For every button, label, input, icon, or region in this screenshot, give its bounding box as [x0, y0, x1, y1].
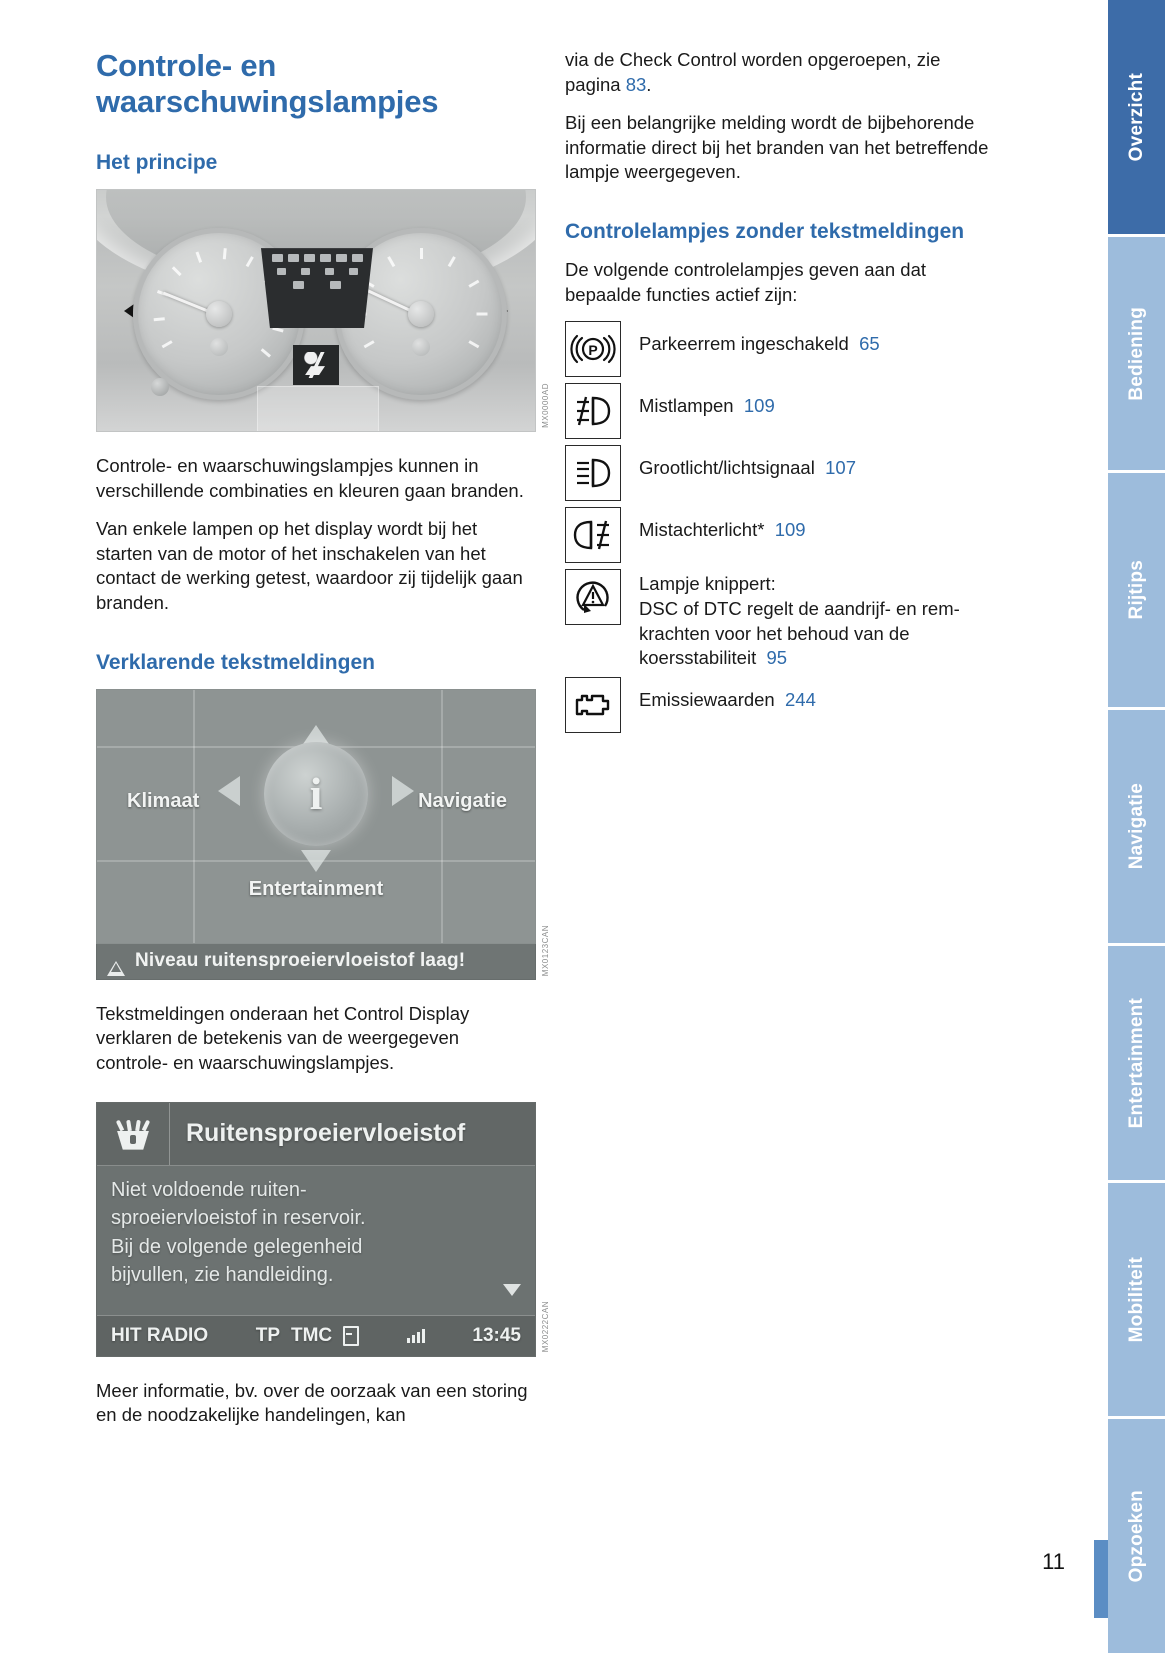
page-number: 11	[1042, 1549, 1065, 1574]
page-reference[interactable]: 109	[774, 519, 806, 541]
figure-code: MX0222CAN	[541, 1301, 550, 1353]
tab-label: Entertainment	[1125, 997, 1147, 1129]
fog-lamp-glyph	[571, 392, 615, 430]
seatbelt-icon	[303, 352, 329, 378]
lamp-extra-line-with-ref	[639, 646, 960, 671]
menu-item-navigatie[interactable]: Navigatie	[418, 789, 507, 812]
instrument-cluster-photo	[96, 189, 536, 432]
section-heading-principle: Het principe	[96, 150, 218, 174]
check-control-body	[97, 1166, 535, 1315]
cassette-icon	[343, 1326, 359, 1346]
left-column	[96, 48, 550, 1428]
menu-item-klimaat[interactable]: Klimaat	[127, 789, 200, 812]
idrive-warning-bar	[96, 944, 536, 980]
rear-fog-lamp-glyph	[571, 516, 615, 554]
paragraph-text-messages: Tekstmeldingen onderaan het Control Display verklaren de betekenis van de weergegeven controle- en waarschuwingslampjes.	[96, 1002, 470, 1074]
figure-code: MX0123CAN	[541, 924, 550, 976]
page-reference[interactable]: 65	[859, 333, 880, 355]
lamp-label: Mistlampen	[639, 395, 734, 417]
table-cell-label	[639, 445, 856, 481]
check-control-header	[97, 1103, 535, 1166]
engine-emissions-glyph	[570, 687, 616, 723]
chevron-down-icon[interactable]	[503, 1284, 521, 1305]
paragraph-continued-before: via de Check Control worden opgeroepen, zie pagina	[565, 49, 941, 95]
page-reference[interactable]: 95	[766, 647, 788, 669]
tab-entertainment[interactable]	[1108, 946, 1165, 1183]
paragraph-principle-1: Controle- en waarschuwingslampjes kunnen in verschillende combinaties en kleuren gaan branden.	[96, 455, 524, 501]
lamp-label: Mistachterlicht*	[639, 519, 765, 541]
rear-fog-lamp-icon	[565, 507, 621, 563]
paragraph-important-message: Bij een belangrijke melding wordt de bijbehorende informatie direct bij het branden van het betreffende lampje weergegeven.	[565, 112, 989, 183]
table-row	[565, 321, 995, 377]
lamp-extra-line: DSC of DTC regelt de aandrijf- en rem-	[639, 597, 960, 619]
indicator-lamp	[277, 268, 286, 275]
right-column	[565, 48, 995, 739]
table-cell-label	[639, 677, 816, 713]
tab-label: Rijtips	[1125, 560, 1147, 620]
indicator-lamp	[272, 254, 283, 262]
tab-label: Opzoeken	[1125, 1490, 1147, 1583]
indicator-lamp	[330, 281, 341, 289]
paragraph-principle-2: Van enkele lampen op het display wordt bij het starten van de motor of het inschakelen van het contact de werking getest, waardoor zij tijdelijk gaan branden.	[96, 518, 523, 614]
page-reference[interactable]: 83	[625, 73, 647, 95]
lamp-label: Lampje knippert:	[639, 573, 776, 595]
paragraph-continued-after: .	[646, 73, 652, 95]
tmc-indicator: TMC	[291, 1324, 333, 1346]
dsc-dtc-icon	[565, 569, 621, 625]
menu-item-entertainment[interactable]: Entertainment	[248, 877, 384, 900]
check-control-line: sproeiervloeistof in reservoir.	[111, 1207, 366, 1230]
washer-glyph	[113, 1118, 153, 1150]
table-cell-label	[639, 383, 775, 419]
paragraph-lamps-intro: De volgende controlelampjes geven aan dat bepaalde functies actief zijn:	[565, 259, 926, 305]
warning-lights-row	[261, 275, 373, 289]
tachometer-hub	[408, 301, 434, 327]
idrive-screen	[96, 689, 536, 944]
fog-lamp-icon	[565, 383, 621, 439]
parking-brake-glyph	[570, 330, 616, 368]
paragraph-continued	[565, 48, 995, 97]
status-indicators	[256, 1325, 359, 1347]
radio-status-bar	[97, 1315, 535, 1356]
figure-instrument-cluster	[96, 189, 550, 432]
lamp-label: Parkeerrem ingeschakeld	[639, 333, 849, 355]
table-cell-label	[639, 569, 960, 670]
dsc-dtc-glyph	[571, 577, 615, 617]
figure-check-control-message	[96, 1102, 550, 1357]
indicator-lamp	[320, 254, 331, 262]
table-cell-label	[639, 507, 806, 543]
clock-time: 13:45	[472, 1324, 521, 1346]
tab-label: Bediening	[1125, 306, 1147, 401]
lamp-extra-line: krachten voor het behoud van de	[639, 622, 910, 644]
page-reference[interactable]: 107	[825, 457, 856, 479]
check-control-screen	[96, 1102, 536, 1357]
washer-spray	[118, 1118, 148, 1131]
tab-label: Navigatie	[1125, 783, 1147, 870]
indicator-lamp	[325, 268, 334, 275]
screen-gridline	[193, 690, 195, 943]
indicator-lamp	[349, 268, 358, 275]
high-beam-icon	[565, 445, 621, 501]
warning-bar-text: Niveau ruitensproeiervloeistof laag!	[135, 950, 466, 972]
tab-mobiliteit[interactable]	[1108, 1183, 1165, 1420]
table-cell-label	[639, 321, 880, 357]
chevron-left-icon	[203, 776, 240, 806]
tp-indicator: TP	[255, 1324, 280, 1346]
page-title: Controle- en waarschuwingslampjes	[96, 48, 439, 119]
warning-lights-panel	[261, 248, 373, 328]
figure-code: MX0000AD	[541, 383, 550, 429]
engine-emissions-icon	[565, 677, 621, 733]
indicator-lamp	[301, 268, 310, 275]
warning-lights-row	[261, 248, 373, 262]
figure-idrive-menu	[96, 689, 550, 980]
indicator-lamp	[288, 254, 299, 262]
lamp-label: Emissiewaarden	[639, 688, 775, 710]
tab-overzicht[interactable]	[1108, 0, 1165, 237]
tab-bediening[interactable]	[1108, 237, 1165, 474]
indicator-lamp	[336, 254, 347, 262]
check-control-line: Niet voldoende ruiten-	[111, 1178, 307, 1201]
high-beam-glyph	[571, 454, 615, 492]
dtc-lamp	[293, 281, 304, 289]
section-heading-text-messages: Verklarende tekstmeldingen	[96, 650, 375, 674]
check-control-title: Ruitensproeiervloeistof	[186, 1119, 466, 1148]
indicator-lamp	[304, 254, 315, 262]
page-reference[interactable]: 109	[743, 395, 775, 417]
washer-fluid-icon	[97, 1103, 170, 1165]
warning-triangle-icon	[107, 949, 125, 973]
cluster-reset-knob	[151, 378, 169, 396]
tab-rijtips[interactable]	[1108, 473, 1165, 710]
check-control-line: Bij de volgende gelegenheid	[111, 1235, 363, 1258]
screen-gridline	[441, 690, 443, 943]
table-row	[565, 677, 995, 733]
section-heading-lamps-without-text: Controlelampjes zonder tekstmeldingen	[565, 219, 965, 243]
table-row	[565, 445, 995, 501]
tab-navigatie[interactable]	[1108, 710, 1165, 947]
table-row	[565, 507, 995, 563]
indicator-lamp	[352, 254, 363, 262]
table-row	[565, 569, 995, 670]
page-marker-bar	[1094, 1540, 1108, 1618]
info-icon: i	[309, 767, 323, 819]
speedometer-hub	[206, 301, 232, 327]
chapter-tab-rail	[1108, 0, 1165, 1653]
idrive-controller-icon	[264, 742, 368, 846]
tab-label: Overzicht	[1125, 72, 1147, 161]
radio-station-name: HIT RADIO	[111, 1324, 209, 1346]
signal-bars-icon	[407, 1328, 425, 1343]
table-row	[565, 383, 995, 439]
svg-text:P: P	[588, 342, 598, 359]
page-reference[interactable]: 244	[785, 688, 816, 710]
warning-lights-row	[261, 262, 373, 275]
check-control-line: bijvullen, zie handleiding.	[111, 1264, 334, 1287]
parking-brake-icon	[565, 321, 621, 377]
lamp-label: Grootlicht/lichtsignaal	[639, 457, 815, 479]
lamp-extra-line: koersstabiliteit	[639, 647, 757, 669]
washer-bowl	[117, 1131, 149, 1150]
seatbelt-warning-lamp	[293, 345, 339, 385]
tab-opzoeken[interactable]	[1108, 1419, 1165, 1653]
warning-lamp-table	[565, 321, 995, 732]
tab-label: Mobiliteit	[1125, 1256, 1147, 1343]
paragraph-closing: Meer informatie, bv. over de oorzaak van een storing en de noodzakelijke handelingen, kan	[96, 1379, 528, 1426]
cluster-display-area	[257, 386, 379, 432]
